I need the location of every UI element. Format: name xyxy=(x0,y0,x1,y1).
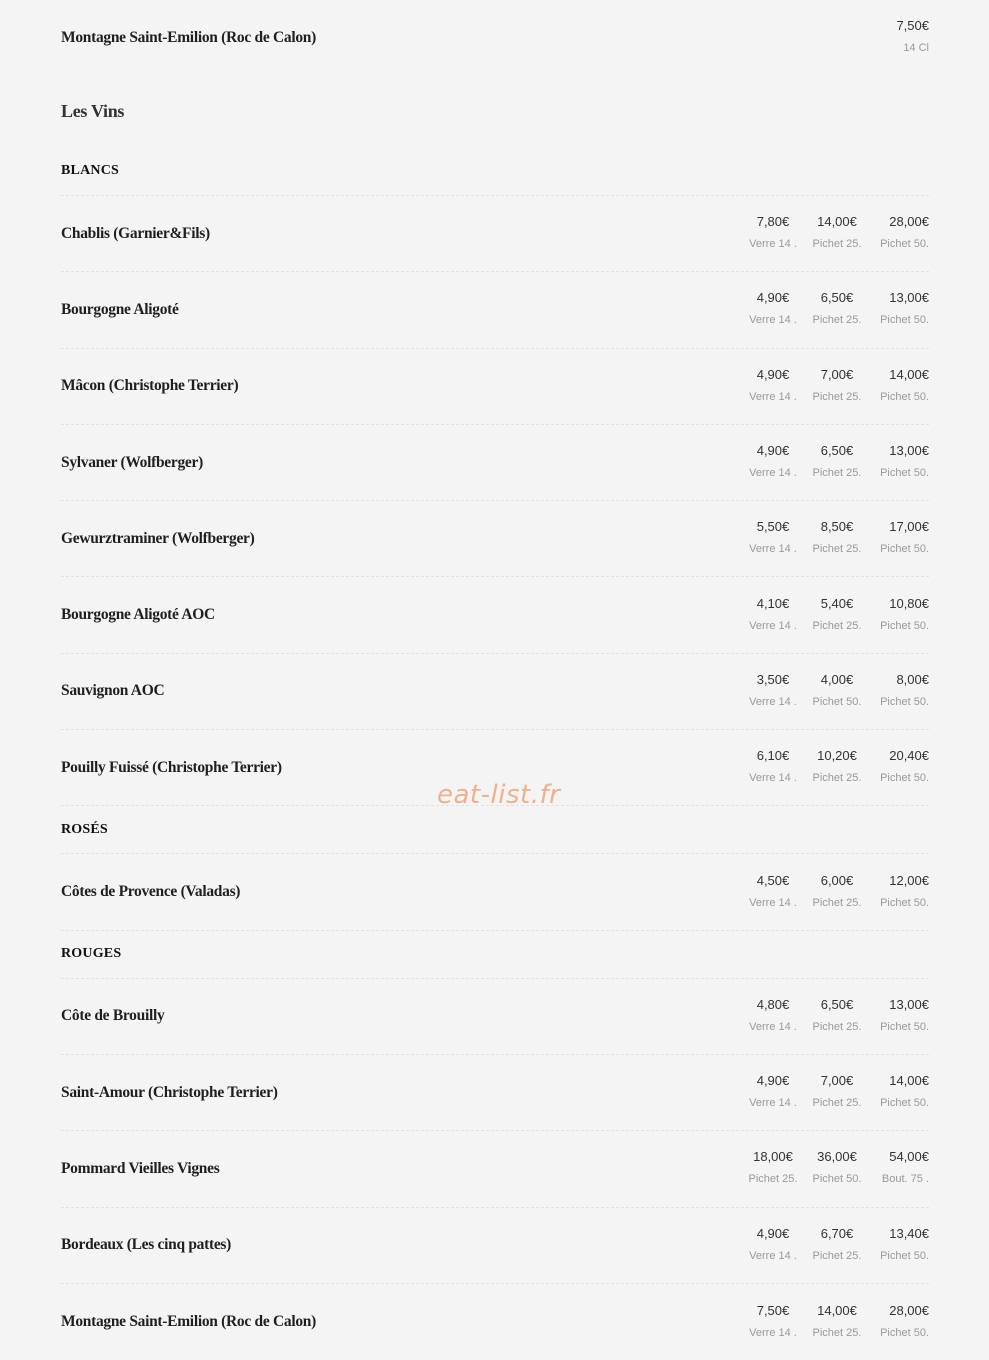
price: 4,90€ xyxy=(756,1073,790,1089)
price: 4,90€ xyxy=(756,366,790,382)
price-unit: Pichet 50. xyxy=(880,543,929,556)
price-unit: 14 Cl xyxy=(903,41,929,54)
price: 13,00€ xyxy=(889,443,929,459)
price-unit: Pichet 50. xyxy=(880,314,929,327)
menu-item xyxy=(61,1131,929,1207)
price-unit: Verre 14 . xyxy=(749,1326,797,1339)
price-unit: Pichet 50. xyxy=(880,896,929,909)
price: 7,50€ xyxy=(756,1302,790,1318)
price-column xyxy=(869,1226,929,1263)
price-unit: Pichet 25. xyxy=(812,238,862,251)
price: 7,50€ xyxy=(896,17,929,33)
wine-name: Montagne Saint-Emilion (Roc de Calon) xyxy=(61,1313,316,1330)
price-unit: Pichet 25. xyxy=(812,1020,862,1033)
price-unit: Pichet 25. xyxy=(812,467,862,480)
price-unit: Pichet 50. xyxy=(880,695,929,708)
price-column xyxy=(869,290,929,327)
price-column xyxy=(741,997,805,1034)
price-column xyxy=(869,367,929,404)
price-unit: Verre 14 . xyxy=(749,1097,797,1110)
price: 4,90€ xyxy=(756,290,790,306)
price: 7,80€ xyxy=(756,214,790,230)
price: 14,00€ xyxy=(817,1302,857,1318)
price-unit: Verre 14 . xyxy=(749,238,797,251)
price-unit: Verre 14 . xyxy=(749,1249,797,1262)
price-group xyxy=(741,1226,929,1263)
price-column xyxy=(805,1303,869,1340)
price-column xyxy=(741,1073,805,1110)
price: 36,00€ xyxy=(817,1149,857,1165)
menu-item xyxy=(61,854,929,930)
price: 13,00€ xyxy=(889,290,929,306)
wine-name: Gewurztraminer (Wolfberger) xyxy=(61,529,255,547)
wine-name: Chablis (Garnier&Fils) xyxy=(61,224,210,242)
menu-item xyxy=(61,349,929,425)
wine-name: Sylvaner (Wolfberger) xyxy=(61,453,203,471)
price-column xyxy=(869,1303,929,1340)
menu-item-header-wine xyxy=(61,0,929,76)
price-unit: Pichet 50. xyxy=(880,1020,929,1033)
price-column xyxy=(805,873,869,910)
price: 28,00€ xyxy=(889,214,929,230)
price-column xyxy=(741,519,805,556)
price: 10,80€ xyxy=(889,595,929,611)
menu-item xyxy=(61,979,929,1055)
price: 6,50€ xyxy=(820,290,854,306)
price: 6,00€ xyxy=(820,872,854,888)
price: 14,00€ xyxy=(817,214,857,230)
price-column xyxy=(805,1073,869,1110)
price-unit: Pichet 25. xyxy=(812,1097,862,1110)
price-column xyxy=(741,443,805,480)
price: 13,00€ xyxy=(889,996,929,1012)
price: 6,10€ xyxy=(756,748,790,764)
menu-item xyxy=(61,1208,929,1284)
menu-item xyxy=(61,1055,929,1131)
price: 13,40€ xyxy=(889,1225,929,1241)
price-column xyxy=(741,748,805,785)
price-column xyxy=(741,1149,805,1186)
price-unit: Pichet 50. xyxy=(812,1173,862,1186)
price-unit: Pichet 50. xyxy=(880,1326,929,1339)
wine-name: Bourgogne Aligoté xyxy=(61,300,179,318)
price-column xyxy=(741,672,805,709)
wine-name: Bourgogne Aligoté AOC xyxy=(61,606,215,624)
wine-menu xyxy=(61,0,929,1360)
price: 20,40€ xyxy=(889,748,929,764)
price-column xyxy=(741,596,805,633)
price-column xyxy=(869,443,929,480)
watermark: eat-list.fr xyxy=(437,780,561,810)
category-title: ROUGES xyxy=(61,931,929,979)
wine-name: Pouilly Fuissé (Christophe Terrier) xyxy=(61,758,282,776)
price-unit: Verre 14 . xyxy=(749,314,797,327)
price-group xyxy=(741,997,929,1034)
price-column xyxy=(805,1226,869,1263)
price: 4,10€ xyxy=(756,595,790,611)
price: 8,50€ xyxy=(820,519,854,535)
price-column xyxy=(805,596,869,633)
price-column xyxy=(869,214,929,251)
price-group xyxy=(741,290,929,327)
price-group xyxy=(741,1073,929,1110)
price: 17,00€ xyxy=(889,519,929,535)
price: 14,00€ xyxy=(889,366,929,382)
price-unit: Pichet 50. xyxy=(812,695,862,708)
wine-name: Pommard Vieilles Vignes xyxy=(61,1159,220,1177)
wine-name: Sauvignon AOC xyxy=(61,682,165,700)
price-group xyxy=(741,596,929,633)
price: 7,00€ xyxy=(820,1073,854,1089)
price-column xyxy=(805,443,869,480)
wine-name: Mâcon (Christophe Terrier) xyxy=(61,377,239,395)
price-unit: Pichet 50. xyxy=(880,467,929,480)
price-column xyxy=(805,1149,869,1186)
price-column xyxy=(741,1226,805,1263)
price-column xyxy=(741,214,805,251)
price-unit: Verre 14 . xyxy=(749,695,797,708)
menu-item xyxy=(61,425,929,501)
price-unit: Verre 14 . xyxy=(749,896,797,909)
wine-name: Bordeaux (Les cinq pattes) xyxy=(61,1236,232,1254)
menu-item xyxy=(61,501,929,577)
price-group xyxy=(741,519,929,556)
price: 4,00€ xyxy=(820,671,854,687)
wine-name: Saint-Amour (Christophe Terrier) xyxy=(61,1083,278,1101)
price-column xyxy=(805,672,869,709)
price-block xyxy=(896,18,929,55)
price-column xyxy=(869,519,929,556)
price-column xyxy=(869,1073,929,1110)
price-unit: Pichet 25. xyxy=(748,1173,798,1186)
price-column xyxy=(741,1303,805,1340)
price-group xyxy=(741,873,929,910)
price: 6,70€ xyxy=(820,1225,854,1241)
price-column xyxy=(805,367,869,404)
category-title: BLANCS xyxy=(61,146,929,196)
wine-name: Côte de Brouilly xyxy=(61,1007,165,1025)
price: 4,90€ xyxy=(756,443,790,459)
price: 14,00€ xyxy=(889,1073,929,1089)
price-unit: Pichet 50. xyxy=(880,390,929,403)
price-unit: Pichet 25. xyxy=(812,543,862,556)
price-unit: Bout. 75 . xyxy=(881,1173,929,1186)
price-unit: Pichet 25. xyxy=(812,390,862,403)
price-column xyxy=(805,519,869,556)
price-unit: Pichet 25. xyxy=(812,772,862,785)
price-unit: Verre 14 . xyxy=(749,467,797,480)
price: 28,00€ xyxy=(889,1302,929,1318)
price: 3,50€ xyxy=(756,671,790,687)
price: 6,50€ xyxy=(820,443,854,459)
menu-item xyxy=(61,1284,929,1360)
price-unit: Pichet 50. xyxy=(880,1249,929,1262)
menu-list xyxy=(61,146,929,1360)
price: 5,50€ xyxy=(756,519,790,535)
price: 5,40€ xyxy=(820,595,854,611)
price-column xyxy=(805,997,869,1034)
price-unit: Pichet 50. xyxy=(880,238,929,251)
price-group xyxy=(741,443,929,480)
price-unit: Pichet 25. xyxy=(812,896,862,909)
price-unit: Pichet 50. xyxy=(880,772,929,785)
price-group xyxy=(741,748,929,785)
price-column xyxy=(741,290,805,327)
price-group xyxy=(741,214,929,251)
price-unit: Verre 14 . xyxy=(749,390,797,403)
price-column xyxy=(869,748,929,785)
menu-item xyxy=(61,272,929,348)
menu-item xyxy=(61,196,929,272)
price-column xyxy=(741,873,805,910)
price-unit: Verre 14 . xyxy=(749,772,797,785)
price-column xyxy=(869,997,929,1034)
section-title: Les Vins xyxy=(61,100,125,121)
price-unit: Pichet 50. xyxy=(880,619,929,632)
price: 4,80€ xyxy=(756,996,790,1012)
price-group xyxy=(741,672,929,709)
price-unit: Pichet 25. xyxy=(812,314,862,327)
price-unit: Verre 14 . xyxy=(749,1020,797,1033)
price: 18,00€ xyxy=(753,1149,793,1165)
menu-item xyxy=(61,654,929,730)
menu-item xyxy=(61,577,929,653)
price-column xyxy=(869,596,929,633)
price-unit: Pichet 25. xyxy=(812,1326,862,1339)
wine-name: Montagne Saint-Emilion (Roc de Calon) xyxy=(61,29,316,46)
price: 10,20€ xyxy=(817,748,857,764)
category-title: ROSÉS xyxy=(61,806,929,854)
price-unit: Pichet 25. xyxy=(812,619,862,632)
price-column xyxy=(805,748,869,785)
price-column xyxy=(805,290,869,327)
price-unit: Verre 14 . xyxy=(749,619,797,632)
price: 8,00€ xyxy=(896,671,929,687)
price-group xyxy=(741,1149,929,1186)
price-column xyxy=(869,1149,929,1186)
price-column xyxy=(805,214,869,251)
price: 6,50€ xyxy=(820,996,854,1012)
price-column xyxy=(869,873,929,910)
price: 4,50€ xyxy=(756,872,790,888)
price-unit: Verre 14 . xyxy=(749,543,797,556)
price-column xyxy=(741,367,805,404)
price: 12,00€ xyxy=(889,872,929,888)
price-column xyxy=(869,672,929,709)
price-group xyxy=(741,367,929,404)
price-unit: Pichet 50. xyxy=(880,1097,929,1110)
wine-name: Côtes de Provence (Valadas) xyxy=(61,883,241,901)
price: 4,90€ xyxy=(756,1225,790,1241)
price-group xyxy=(741,1303,929,1340)
price: 54,00€ xyxy=(889,1149,929,1165)
price-unit: Pichet 25. xyxy=(812,1249,862,1262)
price: 7,00€ xyxy=(820,366,854,382)
